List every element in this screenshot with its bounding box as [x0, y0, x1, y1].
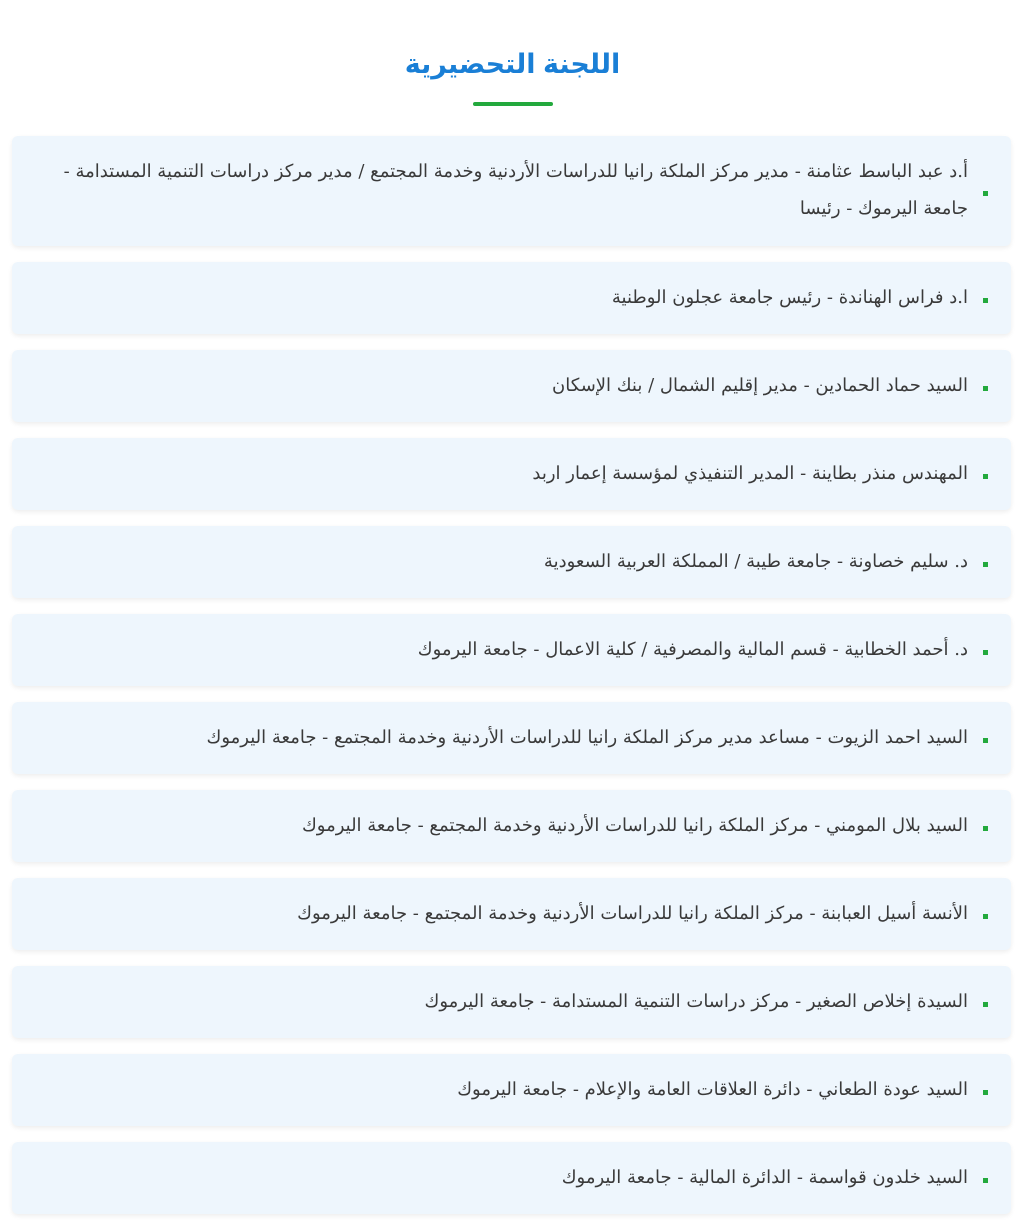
bullet-icon [983, 386, 988, 391]
list-item [12, 438, 1011, 510]
member-text: السيد حماد الحمادين - مدير إقليم الشمال / بنك الإسكان [552, 374, 968, 396]
bullet-icon [983, 914, 988, 919]
bullet-icon [983, 1002, 988, 1007]
bullet-icon [983, 650, 988, 655]
member-text: المهندس منذر بطاينة - المدير التنفيذي لمؤسسة إعمار اربد [532, 462, 968, 484]
page-title: اللجنة التحضيرية [404, 49, 621, 79]
bullet-icon [983, 191, 988, 196]
list-item [12, 350, 1011, 422]
committee-member-list [12, 136, 1011, 1230]
member-text: السيد عودة الطعاني - دائرة العلاقات العامة والإعلام - جامعة اليرموك [457, 1078, 968, 1100]
list-item [12, 262, 1011, 334]
bullet-icon [983, 1090, 988, 1095]
list-item [12, 790, 1011, 862]
bullet-icon [983, 738, 988, 743]
title-underline [473, 102, 553, 106]
member-text: أ.د عبد الباسط عثامنة - مدير مركز الملكة رانيا للدراسات الأردنية وخدمة المجتمع / مدير مركز دراسات التنمية المستدامة - جامعة اليرموك - رئيسا [63, 161, 968, 219]
member-text: السيد خلدون قواسمة - الدائرة المالية - جامعة اليرموك [561, 1166, 968, 1188]
list-item [12, 966, 1011, 1038]
list-item [12, 1142, 1011, 1214]
page-header [0, 44, 1025, 106]
list-item [12, 614, 1011, 686]
member-text: السيد بلال المومني - مركز الملكة رانيا للدراسات الأردنية وخدمة المجتمع - جامعة اليرموك [301, 814, 968, 836]
member-text: السيدة إخلاص الصغير - مركز دراسات التنمية المستدامة - جامعة اليرموك [424, 990, 968, 1012]
member-text: د. سليم خصاونة - جامعة طيبة / المملكة العربية السعودية [543, 550, 968, 572]
member-text: د. أحمد الخطابية - قسم المالية والمصرفية / كلية الاعمال - جامعة اليرموك [417, 638, 968, 660]
bullet-icon [983, 298, 988, 303]
list-item [12, 136, 1011, 246]
bullet-icon [983, 562, 988, 567]
bullet-icon [983, 474, 988, 479]
bullet-icon [983, 1178, 988, 1183]
list-item [12, 702, 1011, 774]
bullet-icon [983, 826, 988, 831]
member-text: السيد احمد الزيوت - مساعد مدير مركز الملكة رانيا للدراسات الأردنية وخدمة المجتمع - جامعة اليرموك [206, 726, 968, 748]
member-text: ا.د فراس الهناندة - رئيس جامعة عجلون الوطنية [611, 286, 968, 308]
member-text: الأنسة أسيل العبابنة - مركز الملكة رانيا للدراسات الأردنية وخدمة المجتمع - جامعة اليرموك [297, 902, 968, 924]
list-item [12, 878, 1011, 950]
list-item [12, 1054, 1011, 1126]
list-item [12, 526, 1011, 598]
